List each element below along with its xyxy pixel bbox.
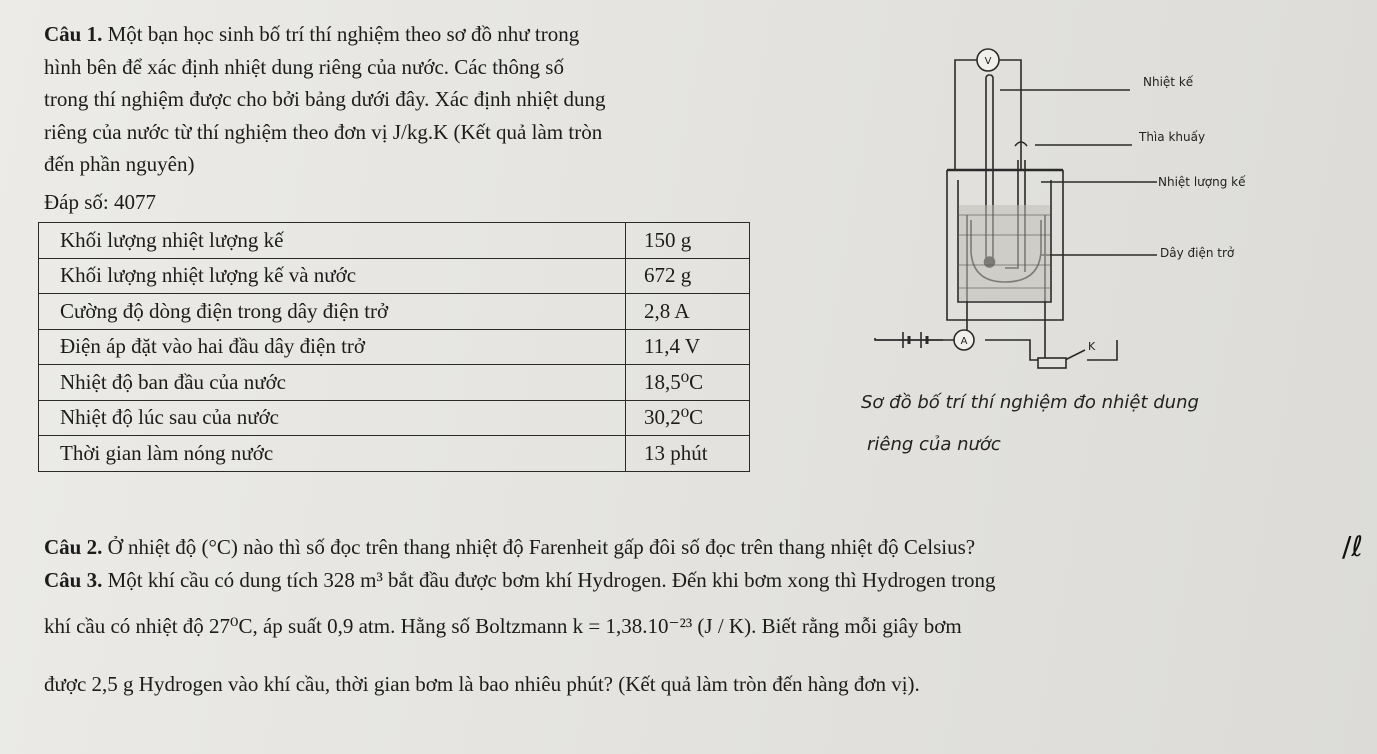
question-3-line-2: khí cầu có nhiệt độ 27⁰C, áp suất 0,9 atm. Hằng số Boltzmann k = 1,38.10⁻²³ (J / K). Biết rằng mỗi giây bơm	[44, 614, 962, 638]
param-cell: Điện áp đặt vào hai đầu dây điện trở	[39, 329, 626, 365]
table-row	[39, 294, 750, 330]
diagram-caption-1: Sơ đồ bố trí thí nghiệm đo nhiệt dung	[861, 392, 1199, 413]
param-cell: Cường độ dòng điện trong dây điện trở	[39, 294, 626, 330]
diagram-caption-2: riêng của nước	[867, 434, 1001, 455]
q1-text-1: Một bạn học sinh bố trí thí nghiệm theo sơ đồ như trong	[107, 22, 580, 46]
value-cell: 672 g	[626, 258, 750, 294]
question-3-line-1	[44, 568, 996, 593]
q1-line-2: hình bên để xác định nhiệt dung riêng của nước. Các thông số	[44, 54, 564, 79]
label-calorimeter: Nhiệt lượng kế	[1158, 175, 1246, 189]
switch-symbol: K	[1088, 340, 1096, 353]
ammeter-symbol: A	[960, 336, 968, 347]
table-row	[39, 223, 750, 259]
q3-text-1: Một khí cầu có dung tích 328 m³ bắt đầu được bơm khí Hydrogen. Đến khi bơm xong thì Hydrogen trong	[107, 568, 996, 592]
q1-answer: Đáp số: 4077	[44, 190, 156, 214]
question-2	[44, 535, 975, 560]
param-cell: Khối lượng nhiệt lượng kế và nước	[39, 258, 626, 294]
param-cell: Khối lượng nhiệt lượng kế	[39, 223, 626, 259]
value-cell: 30,2⁰C	[626, 400, 750, 436]
voltmeter-symbol: V	[984, 56, 992, 67]
q3-label: Câu 3.	[44, 568, 103, 592]
q1-line-3: trong thí nghiệm được cho bởi bảng dưới đây. Xác định nhiệt dung	[44, 87, 606, 111]
value-cell: 13 phút	[626, 436, 750, 472]
parameter-table	[38, 222, 750, 472]
q1-line-4: riêng của nước từ thí nghiệm theo đơn vị J/kg.K (Kết quả làm tròn	[44, 119, 603, 144]
value-cell: 11,4 V	[626, 329, 750, 365]
table-row	[39, 436, 750, 472]
value-cell: 150 g	[626, 223, 750, 259]
q1-line-1	[44, 18, 834, 51]
q2-text: Ở nhiệt độ (°C) nào thì số đọc trên thang nhiệt độ Farenheit gấp đôi số đọc trên thang nhiệt độ Celsius?	[107, 535, 976, 559]
q1-label: Câu 1.	[44, 22, 103, 46]
param-cell: Nhiệt độ lúc sau của nước	[39, 400, 626, 436]
label-thermometer: Nhiệt kế	[1143, 75, 1194, 89]
param-cell: Thời gian làm nóng nước	[39, 436, 626, 472]
table-row	[39, 365, 750, 401]
question-1	[44, 18, 834, 181]
question-3-line-3: được 2,5 g Hydrogen vào khí cầu, thời gian bơm là bao nhiêu phút? (Kết quả làm tròn đến hàng đơn vị).	[44, 672, 920, 696]
handwritten-mark: /ℓ	[1342, 530, 1363, 563]
value-cell: 18,5⁰C	[626, 365, 750, 401]
water-fill	[959, 205, 1050, 301]
table-row	[39, 329, 750, 365]
value-cell: 2,8 A	[626, 294, 750, 330]
label-stirrer: Thìa khuấy	[1139, 130, 1206, 144]
q1-line-5: đến phần nguyên)	[44, 152, 195, 176]
param-cell: Nhiệt độ ban đầu của nước	[39, 365, 626, 401]
table-row	[39, 400, 750, 436]
q2-label: Câu 2.	[44, 535, 103, 559]
table-row	[39, 258, 750, 294]
label-resistor: Dây điện trở	[1160, 246, 1235, 260]
experiment-diagram	[855, 20, 1295, 460]
